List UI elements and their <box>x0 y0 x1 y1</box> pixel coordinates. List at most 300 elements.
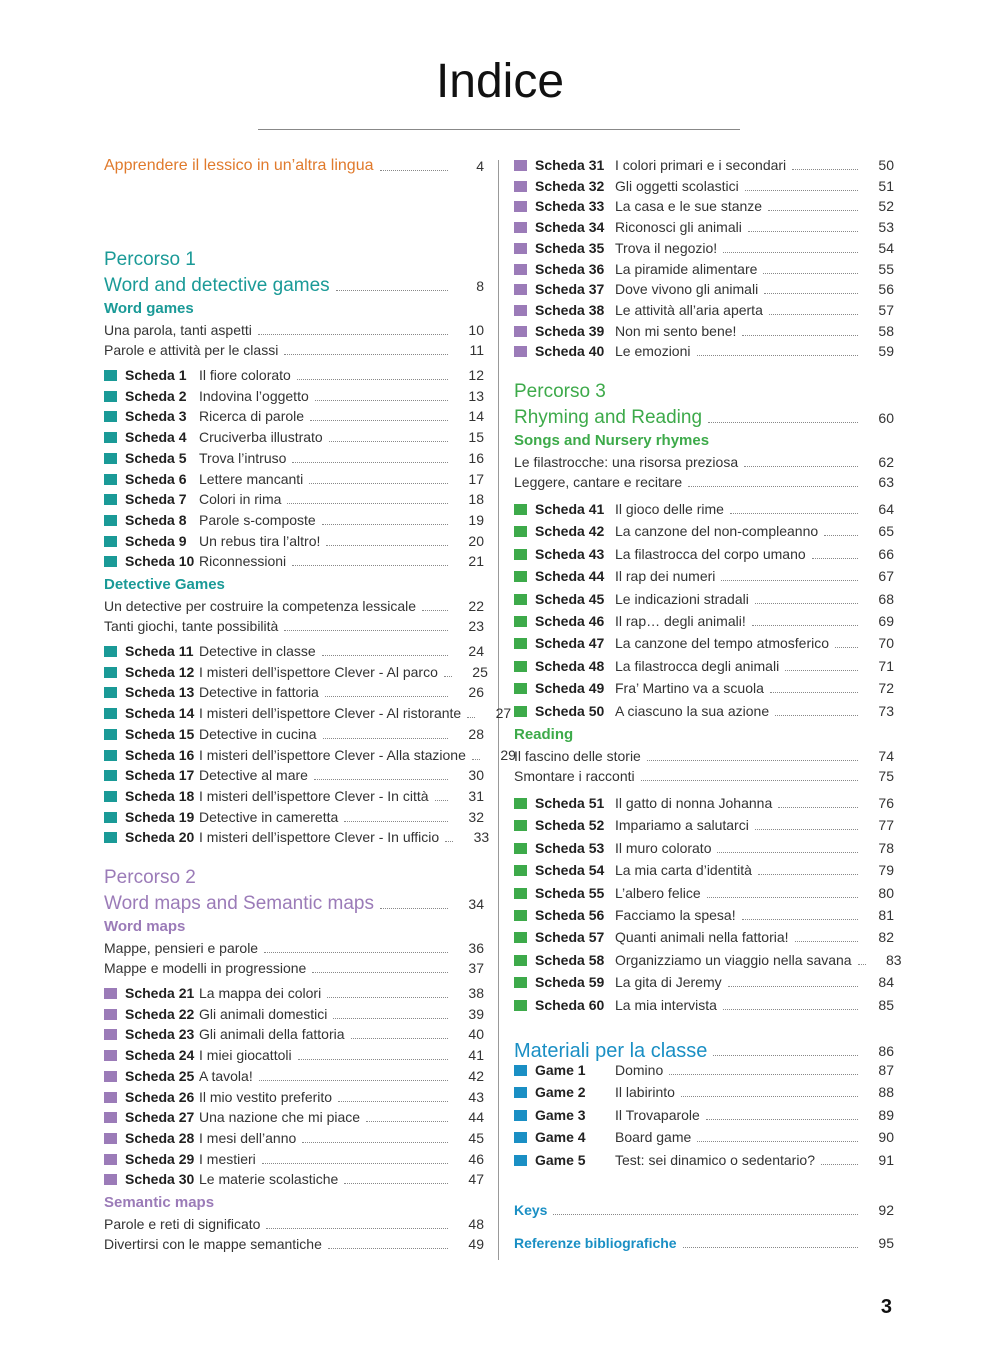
page-num: 14 <box>468 408 484 425</box>
page-num: 37 <box>468 960 484 976</box>
scheda-item[interactable] <box>514 154 894 174</box>
scheda-item-title: Colori in rima <box>199 491 282 508</box>
dot-leader <box>314 779 448 780</box>
page-num: 58 <box>878 322 894 339</box>
page-num: 31 <box>468 787 484 804</box>
entry-text: Il fascino delle storie <box>514 748 641 764</box>
scheda-item-label: Scheda 27 <box>125 1109 195 1126</box>
square-bullet-icon <box>104 370 117 381</box>
dot-leader <box>302 1142 448 1143</box>
scheda-item[interactable] <box>514 904 894 924</box>
percorso3-title: Rhyming and Reading <box>514 407 703 428</box>
dot-leader <box>730 513 858 514</box>
entry-text: Mappe e modelli in progressione <box>104 960 307 976</box>
page-num: 65 <box>878 523 894 540</box>
scheda-item[interactable] <box>104 681 484 701</box>
scheda-item-title: La filastrocca degli animali <box>615 657 780 674</box>
page-num: 78 <box>878 839 894 856</box>
square-bullet-icon <box>104 988 117 999</box>
scheda-item[interactable] <box>514 175 894 195</box>
toc-intro-text: Apprendere il lessico in un’altra lingua <box>104 157 374 174</box>
scheda-item[interactable] <box>104 723 484 743</box>
dot-leader <box>258 334 448 335</box>
scheda-item[interactable] <box>104 661 488 681</box>
scheda-item[interactable] <box>514 216 894 236</box>
dot-leader <box>812 558 858 559</box>
scheda-item-title: A ciascuno la sua azione <box>615 702 770 719</box>
game-item[interactable] <box>514 1149 894 1169</box>
subheading-reading: Reading <box>514 726 574 743</box>
scheda-item-label: Scheda 43 <box>535 545 605 562</box>
page-num: 29 <box>500 746 516 763</box>
page-num: 49 <box>468 1236 484 1252</box>
dot-leader <box>742 919 858 920</box>
page-num: 71 <box>878 657 894 674</box>
scheda-item[interactable] <box>514 565 894 585</box>
keys-text: Keys <box>514 1202 548 1218</box>
scheda-item[interactable] <box>514 677 894 697</box>
page-num: 24 <box>468 643 484 659</box>
dot-leader <box>327 997 448 998</box>
page-num: 76 <box>878 795 894 811</box>
square-bullet-icon <box>514 661 527 672</box>
dot-leader <box>262 1163 448 1164</box>
square-bullet-icon <box>514 264 527 275</box>
toc-entry[interactable] <box>104 937 484 957</box>
scheda-item-title: Trova il negozio! <box>615 239 718 256</box>
page-num: 38 <box>468 985 484 1001</box>
toc-entry[interactable] <box>514 471 894 491</box>
page-num: 34 <box>468 896 484 912</box>
scheda-item[interactable] <box>104 744 516 764</box>
game-item[interactable] <box>514 1104 894 1124</box>
dot-leader <box>467 717 475 718</box>
scheda-item[interactable] <box>514 655 894 675</box>
scheda-item-label: Scheda 11 <box>125 643 194 659</box>
toc-intro-entry[interactable] <box>104 155 484 175</box>
scheda-item[interactable] <box>514 195 894 215</box>
percorso2-title-entry[interactable] <box>104 889 484 913</box>
page-num: 30 <box>468 767 484 784</box>
square-bullet-icon <box>514 888 527 899</box>
dot-leader <box>297 379 448 380</box>
scheda-item[interactable] <box>104 764 484 784</box>
scheda-item-title: Impariamo a salutarci <box>615 817 749 834</box>
scheda-item[interactable] <box>104 426 484 446</box>
dot-leader <box>553 1214 858 1215</box>
dot-leader <box>744 466 858 467</box>
scheda-item-label: Scheda 51 <box>535 795 605 811</box>
scheda-item[interactable] <box>514 340 894 360</box>
toc-entry[interactable] <box>104 1233 484 1253</box>
game-item-label: Game 2 <box>535 1084 586 1101</box>
scheda-item-label: Scheda 52 <box>535 817 605 834</box>
page-num: 80 <box>878 884 894 901</box>
scheda-item[interactable] <box>104 702 512 722</box>
dot-leader <box>336 290 448 291</box>
scheda-item-label: Scheda 7 <box>125 491 187 508</box>
scheda-item-title: Non mi sento bene! <box>615 322 737 339</box>
entry-text: Parole e reti di significato <box>104 1216 261 1232</box>
scheda-item[interactable] <box>104 1023 484 1043</box>
scheda-item-title: Fra’ Martino va a scuola <box>615 680 764 697</box>
scheda-item-label: Scheda 19 <box>125 808 195 825</box>
dot-leader <box>821 1164 858 1165</box>
page-num: 60 <box>878 410 894 426</box>
square-bullet-icon <box>514 820 527 831</box>
square-bullet-icon <box>514 1132 527 1143</box>
entry-text: Un detective per costruire la competenza lessicale <box>104 598 417 614</box>
square-bullet-icon <box>514 201 527 212</box>
page-num: 18 <box>468 491 484 508</box>
page-num: 51 <box>878 177 894 194</box>
toc-entry[interactable] <box>104 595 484 615</box>
scheda-item[interactable] <box>104 509 484 529</box>
square-bullet-icon <box>514 932 527 943</box>
page-num: 13 <box>468 387 484 404</box>
page-num: 28 <box>468 725 484 742</box>
dot-leader <box>717 852 858 853</box>
scheda-item-label: Scheda 5 <box>125 449 187 466</box>
scheda-item[interactable] <box>104 1065 484 1085</box>
dot-leader <box>706 1119 858 1120</box>
dot-leader <box>259 1080 448 1081</box>
dot-leader <box>435 800 448 801</box>
square-bullet-icon <box>514 284 527 295</box>
scheda-item[interactable] <box>514 949 902 969</box>
scheda-item[interactable] <box>514 882 894 902</box>
square-bullet-icon <box>104 687 117 698</box>
scheda-item[interactable] <box>514 278 894 298</box>
scheda-item[interactable] <box>514 520 894 540</box>
scheda-item-title: I misteri dell’ispettore Clever - In ufficio <box>199 829 440 846</box>
scheda-item[interactable] <box>104 1168 484 1188</box>
scheda-item[interactable] <box>104 447 484 467</box>
scheda-item-title: Le materie scolastiche <box>199 1171 339 1188</box>
page-num: 69 <box>878 613 894 629</box>
dot-leader <box>763 273 858 274</box>
scheda-item[interactable] <box>514 700 894 720</box>
materiali-title-entry[interactable] <box>514 1034 894 1060</box>
scheda-item-title: Parole s-composte <box>199 511 316 528</box>
page-num: 90 <box>878 1129 894 1146</box>
scheda-item-label: Scheda 17 <box>125 767 195 784</box>
square-bullet-icon <box>514 706 527 717</box>
dot-leader <box>769 314 858 315</box>
scheda-item-title: Indovina l’oggetto <box>199 387 309 404</box>
page-num: 59 <box>878 343 894 360</box>
entry-text: Leggere, cantare e recitare <box>514 474 683 490</box>
scheda-item-label: Scheda 8 <box>125 511 187 528</box>
page-num: 22 <box>468 598 484 614</box>
scheda-item-label: Scheda 36 <box>535 260 605 277</box>
scheda-item-title: Il gioco delle rime <box>615 501 724 517</box>
dot-leader <box>770 692 858 693</box>
game-item[interactable] <box>514 1081 894 1101</box>
scheda-item-label: Scheda 26 <box>125 1088 195 1105</box>
scheda-item[interactable] <box>514 632 894 652</box>
scheda-item[interactable] <box>514 792 894 812</box>
square-bullet-icon <box>104 1071 117 1082</box>
scheda-item-title: Quanti animali nella fattoria! <box>615 929 789 946</box>
title-rule <box>258 129 740 130</box>
scheda-item[interactable] <box>104 1044 484 1064</box>
square-bullet-icon <box>104 791 117 802</box>
dot-leader <box>444 676 452 677</box>
square-bullet-icon <box>514 616 527 627</box>
scheda-item-label: Scheda 1 <box>125 367 187 383</box>
scheda-item[interactable] <box>104 488 484 508</box>
scheda-item-title: L’albero felice <box>615 884 701 901</box>
page-num: 63 <box>878 474 894 490</box>
scheda-item[interactable] <box>104 468 484 488</box>
square-bullet-icon <box>104 556 117 567</box>
square-bullet-icon <box>514 1110 527 1121</box>
scheda-item-title: Le emozioni <box>615 343 691 360</box>
scheda-item-title: La canzone del non-compleanno <box>615 523 819 540</box>
scheda-item[interactable] <box>514 837 894 857</box>
scheda-item-title: Detective al mare <box>199 767 308 784</box>
dot-leader <box>775 715 858 716</box>
toc-entry[interactable] <box>104 957 484 977</box>
scheda-item-label: Scheda 10 <box>125 553 195 570</box>
page-num: 43 <box>468 1088 484 1105</box>
toc-entry[interactable] <box>104 319 484 339</box>
scheda-item[interactable] <box>104 385 484 405</box>
dot-leader <box>328 1248 448 1249</box>
scheda-item-label: Scheda 44 <box>535 568 605 585</box>
scheda-item[interactable] <box>514 498 894 518</box>
game-item-title: Il labirinto <box>615 1084 675 1101</box>
scheda-item-title: I colori primari e i secondari <box>615 157 787 173</box>
scheda-item[interactable] <box>514 994 894 1014</box>
scheda-item-label: Scheda 23 <box>125 1026 195 1043</box>
square-bullet-icon <box>104 432 117 443</box>
game-item-title: Test: sei dinamico o sedentario? <box>615 1151 815 1168</box>
dot-leader <box>688 486 858 487</box>
page-num: 36 <box>468 940 484 956</box>
scheda-item-title: I mestieri <box>199 1150 256 1167</box>
scheda-item-title: Riconosci gli animali <box>615 219 742 236</box>
entry-text: Tanti giochi, tante possibilità <box>104 618 279 634</box>
dot-leader <box>752 625 858 626</box>
scheda-item[interactable] <box>514 299 894 319</box>
square-bullet-icon <box>514 955 527 966</box>
page-num: 25 <box>472 663 488 680</box>
page-num: 55 <box>878 260 894 277</box>
entry-text: Divertirsi con le mappe semantiche <box>104 1236 322 1252</box>
toc-entry[interactable] <box>104 615 484 635</box>
page-num: 75 <box>878 768 894 784</box>
scheda-item-title: I misteri dell’ispettore Clever - Alla stazione <box>199 746 466 763</box>
page-num: 74 <box>878 748 894 764</box>
scheda-item[interactable] <box>514 926 894 946</box>
page-num: 86 <box>878 1043 894 1059</box>
scheda-item-label: Scheda 34 <box>535 219 605 236</box>
scheda-item-title: La piramide alimentare <box>615 260 758 277</box>
dot-leader <box>310 420 448 421</box>
square-bullet-icon <box>104 515 117 526</box>
square-bullet-icon <box>514 1087 527 1098</box>
scheda-item-title: Una nazione che mi piace <box>199 1109 361 1126</box>
dot-leader <box>287 503 448 504</box>
square-bullet-icon <box>514 243 527 254</box>
scheda-item[interactable] <box>514 237 894 257</box>
page-num: 23 <box>468 618 484 634</box>
scheda-item[interactable] <box>514 543 894 563</box>
scheda-item[interactable] <box>104 1106 484 1126</box>
toc-entry[interactable] <box>514 451 894 471</box>
scheda-item[interactable] <box>514 859 894 879</box>
scheda-item-label: Scheda 37 <box>535 281 605 298</box>
square-bullet-icon <box>104 770 117 781</box>
scheda-item[interactable] <box>104 785 484 805</box>
subheading-songs: Songs and Nursery rhymes <box>514 432 710 449</box>
scheda-item[interactable] <box>104 530 484 550</box>
percorso3-label: Percorso 3 <box>514 381 606 402</box>
scheda-item-title: Detective in classe <box>199 643 316 659</box>
toc-keys-entry[interactable] <box>514 1199 894 1219</box>
game-item[interactable] <box>514 1059 894 1079</box>
square-bullet-icon <box>104 1174 117 1185</box>
page-num: 88 <box>878 1084 894 1101</box>
dot-leader <box>344 821 448 822</box>
page-num: 40 <box>468 1026 484 1043</box>
dot-leader <box>707 897 858 898</box>
dot-leader <box>835 647 858 648</box>
scheda-item[interactable] <box>514 610 894 630</box>
square-bullet-icon <box>104 646 117 657</box>
scheda-item-label: Scheda 30 <box>125 1171 195 1188</box>
scheda-item-label: Scheda 31 <box>535 157 605 173</box>
dot-leader <box>697 355 859 356</box>
scheda-item-title: Trova l’intruso <box>199 449 287 466</box>
page-num: 8 <box>476 278 484 294</box>
page-num: 56 <box>878 281 894 298</box>
page-num: 10 <box>468 322 484 338</box>
square-bullet-icon <box>514 683 527 694</box>
percorso1-title-entry[interactable] <box>104 271 484 295</box>
scheda-item-title: Facciamo la spesa! <box>615 907 736 923</box>
page-num: 39 <box>468 1005 484 1022</box>
square-bullet-icon <box>514 798 527 809</box>
scheda-item-label: Scheda 42 <box>535 523 605 540</box>
scheda-item-label: Scheda 14 <box>125 705 195 722</box>
game-item-label: Game 1 <box>535 1062 586 1078</box>
scheda-item[interactable] <box>514 971 894 991</box>
dot-leader <box>795 941 858 942</box>
scheda-item-label: Scheda 54 <box>535 862 605 879</box>
page-num: 26 <box>468 684 484 701</box>
scheda-item[interactable] <box>104 550 484 570</box>
square-bullet-icon <box>514 843 527 854</box>
scheda-item[interactable] <box>104 806 484 826</box>
toc-entry[interactable] <box>514 745 894 765</box>
entry-text: Mappe, pensieri e parole <box>104 940 259 956</box>
game-item[interactable] <box>514 1126 894 1146</box>
toc-entry[interactable] <box>514 765 894 785</box>
scheda-item[interactable] <box>104 1086 484 1106</box>
scheda-item-title: Un rebus tira l’altro! <box>199 532 321 549</box>
page-num: 47 <box>468 1171 484 1188</box>
scheda-item-label: Scheda 40 <box>535 343 605 360</box>
scheda-item-label: Scheda 45 <box>535 590 605 607</box>
page-num: 48 <box>468 1216 484 1232</box>
scheda-item-label: Scheda 50 <box>535 702 605 719</box>
scheda-item-label: Scheda 20 <box>125 829 195 846</box>
page-num: 66 <box>878 545 894 562</box>
dot-leader <box>264 952 448 953</box>
page-num: 33 <box>473 829 490 846</box>
square-bullet-icon <box>104 411 117 422</box>
game-item-label: Game 4 <box>535 1129 586 1146</box>
scheda-item[interactable] <box>514 258 894 278</box>
toc-references-entry[interactable] <box>514 1232 894 1252</box>
scheda-item-title: Gli oggetti scolastici <box>615 177 739 194</box>
scheda-item[interactable] <box>104 826 490 846</box>
scheda-item[interactable] <box>104 405 484 425</box>
page-title: Indice <box>435 55 565 108</box>
page-num: 91 <box>878 1151 894 1168</box>
scheda-item[interactable] <box>514 320 894 340</box>
percorso3-title-entry[interactable] <box>514 403 894 427</box>
scheda-item-title: Lettere mancanti <box>199 470 304 487</box>
dot-leader <box>312 972 448 973</box>
square-bullet-icon <box>514 181 527 192</box>
scheda-item[interactable] <box>104 640 484 660</box>
dot-leader <box>329 441 448 442</box>
square-bullet-icon <box>514 571 527 582</box>
scheda-item[interactable] <box>104 364 484 384</box>
scheda-item-label: Scheda 18 <box>125 787 195 804</box>
square-bullet-icon <box>104 1112 117 1123</box>
dot-leader <box>380 170 449 171</box>
square-bullet-icon <box>104 474 117 485</box>
square-bullet-icon <box>104 1029 117 1040</box>
entry-text: Una parola, tanti aspetti <box>104 322 252 338</box>
scheda-item-title: La gita di Jeremy <box>615 974 722 991</box>
scheda-item[interactable] <box>104 1127 484 1147</box>
percorso1-label: Percorso 1 <box>104 249 196 270</box>
scheda-item[interactable] <box>514 588 894 608</box>
square-bullet-icon <box>104 708 117 719</box>
scheda-item[interactable] <box>104 1148 484 1168</box>
toc-entry[interactable] <box>104 1213 484 1233</box>
scheda-item-title: Detective in fattoria <box>199 684 319 701</box>
toc-entry[interactable] <box>104 339 484 359</box>
dot-leader <box>292 565 448 566</box>
dot-leader <box>266 1228 448 1229</box>
scheda-item-label: Scheda 60 <box>535 996 605 1013</box>
page-num: 27 <box>495 705 512 722</box>
scheda-item[interactable] <box>104 982 484 1002</box>
subheading-word-maps: Word maps <box>104 918 186 935</box>
scheda-item-title: Le indicazioni stradali <box>615 590 749 607</box>
scheda-item[interactable] <box>514 814 894 834</box>
scheda-item-title: La mia intervista <box>615 996 717 1013</box>
scheda-item-title: Il rap… degli animali! <box>615 613 746 629</box>
dot-leader <box>472 759 480 760</box>
scheda-item-title: La filastrocca del corpo umano <box>615 545 806 562</box>
scheda-item-title: Gli animali domestici <box>199 1005 328 1022</box>
scheda-item[interactable] <box>104 1003 484 1023</box>
scheda-item-label: Scheda 57 <box>535 929 605 946</box>
scheda-item-label: Scheda 25 <box>125 1067 195 1084</box>
dot-leader <box>755 829 858 830</box>
dot-leader <box>380 908 448 909</box>
scheda-item-label: Scheda 33 <box>535 198 605 215</box>
dot-leader <box>728 986 858 987</box>
